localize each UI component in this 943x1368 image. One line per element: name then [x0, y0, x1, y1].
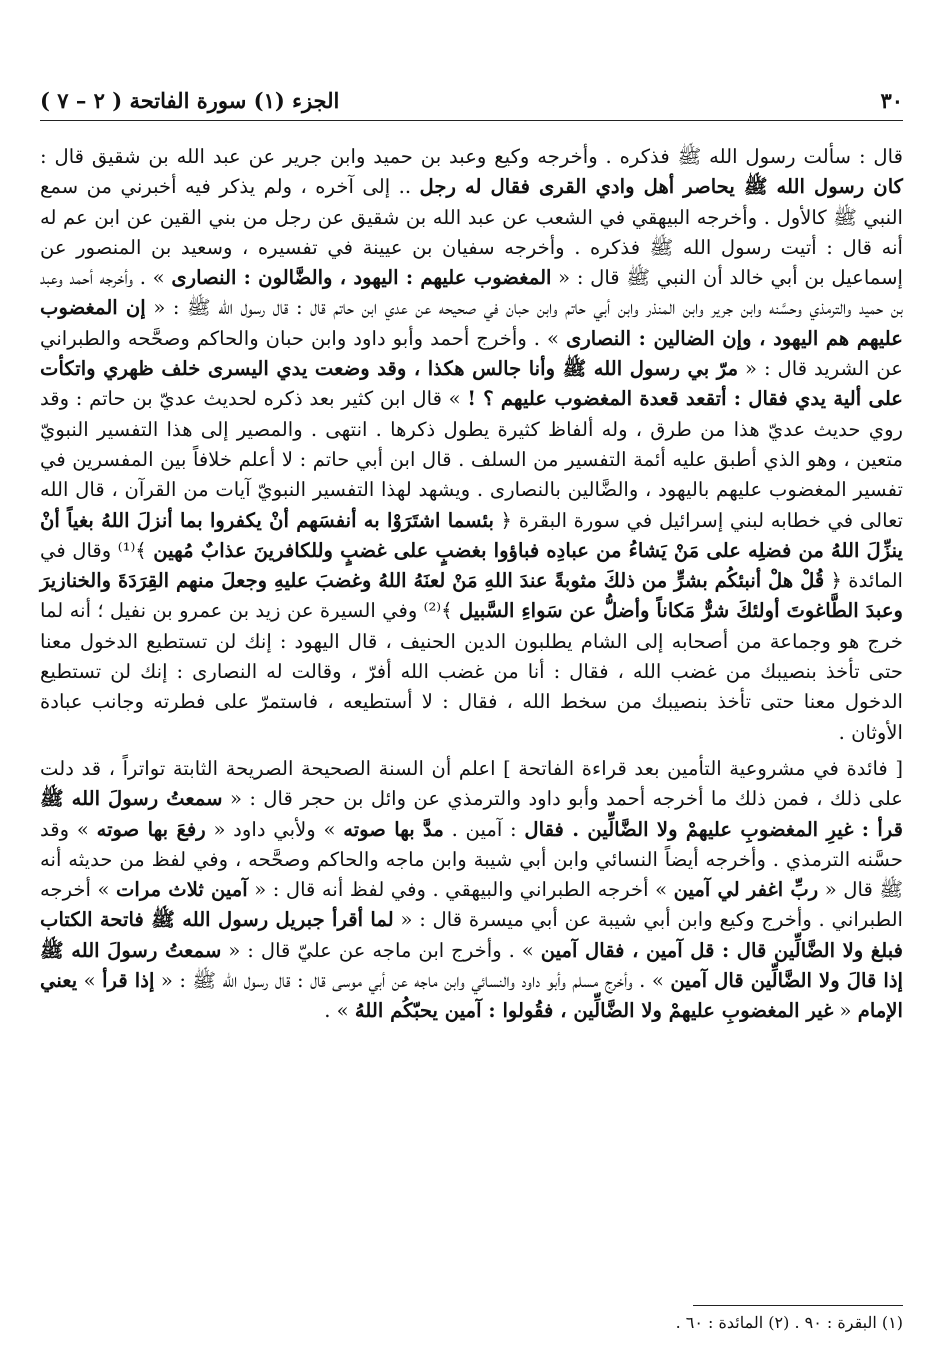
text-run: » ولأبي داود « [205, 817, 344, 841]
page-number: ٣٠ [880, 88, 903, 113]
quoted-text: ربِّ اغفر لي آمين [673, 878, 819, 902]
quoted-text: كان رسول الله ﷺ يحاصر أهل وادي القرى فقال له رجل [419, 175, 903, 199]
quoted-text: المغضوب عليهم : اليهود ، والضَّالون : النصارى [171, 266, 552, 290]
main-text [40, 142, 903, 1027]
text-run: قال : سألت رسول الله ﷺ فذكره . وأخرجه وكيع وعبد بن حميد وابن جرير عن عبد الله بن شقيق قال : [40, 145, 903, 168]
text-run: ﴾⁽²⁾ وفي السيرة عن زيد بن عمرو بن نفيل ؛ أنه لما خرج هو وجماعة من أصحابه إلى الشام يطلبون الدين الحنيف ، قال اليهود : إنك لن تستطيع الدخول معنا حتى تأخذ بنصيبك من غضب الله ، فقال : أنا من غضب الله أفرّ ، وقالت له النصارى : إنك لن تستطيع الدخول معنا حتى تأخذ بنصيبك من سخط الله ، فقال : لا أستطيعه ، فاستمرّ على فطرته وجانب عبادة الأوثان . [40, 599, 903, 744]
quoted-text: مرّ بي رسول الله ﷺ وأنا جالس هكذا ، وقد وضعت يدي اليسرى خلف ظهري واتكأت على ألية يدي فقال : أتقعد قعدة المغضوب عليهم ؟ ! [40, 357, 903, 411]
quoted-text: سمعتُ رسولَ الله ﷺ إذا قالَ ولا الضَّالِّين قال آمين [40, 938, 903, 993]
text-run: » [77, 969, 103, 993]
quoted-text: آمين ثلاث مرات [115, 878, 248, 902]
quoted-text: رفعَ بها صوته [96, 817, 206, 841]
text-run: .. إلى آخره ، ولم يذكر فيه أخبرني من سمع النبي ﷺ كالأول . وأخرجه البيهقي في الشعب عن عبد الله بن شقيق عن رجل من بني القين عن ابن عم له أنه قال : أتيت رسول الله ﷺ فذكره . وأخرجه سفيان بن عيينة في تفسيره ، وسعيد بن المنصور عن إسماعيل بن أبي خالد أن النبي ﷺ قال : « [40, 175, 903, 290]
text-run: : آمين . [443, 817, 525, 841]
quoted-text: يعني الإمام [40, 969, 903, 1023]
text-run: » . [324, 999, 355, 1023]
body-paragraph [40, 754, 903, 1027]
text-run: » أخرجه الطبراني والبيهقي . وفي لفظ أنه قال : « [247, 878, 674, 902]
running-header [40, 88, 903, 121]
text-run: » أخرجه الطبراني . وأخرج وكيع وابن أبي شيبة عن أبي ميسرة قال : « [40, 878, 903, 932]
text-run: » . وأخرج ابن ماجه عن عليّ قال : « [221, 938, 541, 962]
running-title: الجزء (١) سورة الفاتحة ( ٢ – ٧ ) [40, 88, 340, 113]
body-paragraph [40, 142, 903, 748]
text-run: » . وأخرجه أحمد وعبد بن حميد والترمذي وحسَّنه وابن جرير وابن المنذر وابن أبي حاتم وابن حبان في صحيحه عن عدي ابن حاتم قال : قال رسول الله ﷺ : « [40, 266, 903, 320]
text-run: « [833, 999, 858, 1023]
text-run: » قال ابن كثير بعد ذكره لحديث عديّ بن حاتم : وقد روي حديث عديّ هذا من طرق ، وله ألفاظ كثيرة يطول ذكرها . انتهى . والمصير إلى هذا التفسير النبويّ متعين ، وهو الذي أطبق عليه أئمة التفسير من السلف . قال ابن أبي حاتم : لا أعلم خلافاً بين المفسرين في تفسير المغضوب عليهم باليهود ، والضَّالين بالنصارى . ويشهد لهذا التفسير النبويّ آيات من القرآن ، قال الله تعالى في خطابه لبني إسرائيل في سورة البقرة ﴿ [40, 387, 903, 532]
footnotes: (١) البقرة : ٩٠ . (٢) المائدة : ٦٠ . [675, 1313, 903, 1332]
quoted-text: سمعتُ رسولَ الله ﷺ قرأ : غيرِ المغضوبِ عليهمْ ولا الضَّالِّين . فقال [40, 787, 903, 841]
footnote-divider [693, 1305, 903, 1306]
text-run: » . وأخرج مسلم وأبو داود والنسائي وابن ماجه عن أبي موسى قال : قال رسول الله ﷺ : « [154, 969, 671, 993]
quoted-text: إن المغضوب عليهم هم اليهود ، وإن الضالين : النصارى [40, 296, 903, 350]
text-run: » وقد حسَّنه الترمذي . وأخرجه أيضاً النسائي وابن أبي شيبة وابن ماجه والحاكم وصحَّحه ، وفي لفظ من حديثه أنه ﷺ قال « [40, 817, 904, 902]
quoted-text: غير المغضوبِ عليهمْ ولا الضَّالِّين ، فقُولوا : آمين يحبّكُم اللهُ [354, 999, 834, 1023]
quoted-text: إذا قرأ [102, 969, 155, 993]
text-run: [ فائدة في مشروعية التأمين بعد قراءة الفاتحة ] اعلم أن السنة الصحيحة الصريحة الثابتة تواتراً ، قد دلت على ذلك ، فمن ذلك ما أخرجه أحمد وأبو داود والترمذي عن وائل بن حجر قال : « [40, 756, 903, 811]
text-run: » . وأخرج أحمد وأبو داود وابن حبان والحاكم وصحَّحه والطبراني عن الشريد قال : « [40, 326, 903, 381]
text-run: ﴾⁽¹⁾ وقال في المائدة ﴿ [40, 538, 903, 593]
quoted-text: بئسما اشتَرَوْا به أنفسَهم أنْ يكفروا بما أنزلَ اللهُ بغياً أنْ ينزِّلَ اللهُ من فضلِه على مَنْ يَشاءُ من عبادِه فباؤوا بغضبٍ على غضبٍ وللكافرينَ عذابٌ مُهين [40, 508, 903, 562]
quoted-text: مدَّ بها صوته [343, 817, 444, 841]
quoted-text: لما أقرأ جبريل رسول الله ﷺ فاتحة الكتاب فبلغ ولا الضَّالِّين قال : قل آمين ، فقال آمين [40, 908, 903, 962]
quoted-text: قُلْ هلْ أنبئكُم بشرٍّ من ذلكَ مثوبةً عندَ اللهِ مَنْ لعنَهُ اللهُ وغضبَ عليهِ وجعلَ منهم القِرَدَةَ والخنازيرَ وعبدَ الطَّاغوتَ أولئكَ شرٌّ مَكاناً وأضلُّ عن سَواءِ السَّبيل [40, 569, 903, 623]
